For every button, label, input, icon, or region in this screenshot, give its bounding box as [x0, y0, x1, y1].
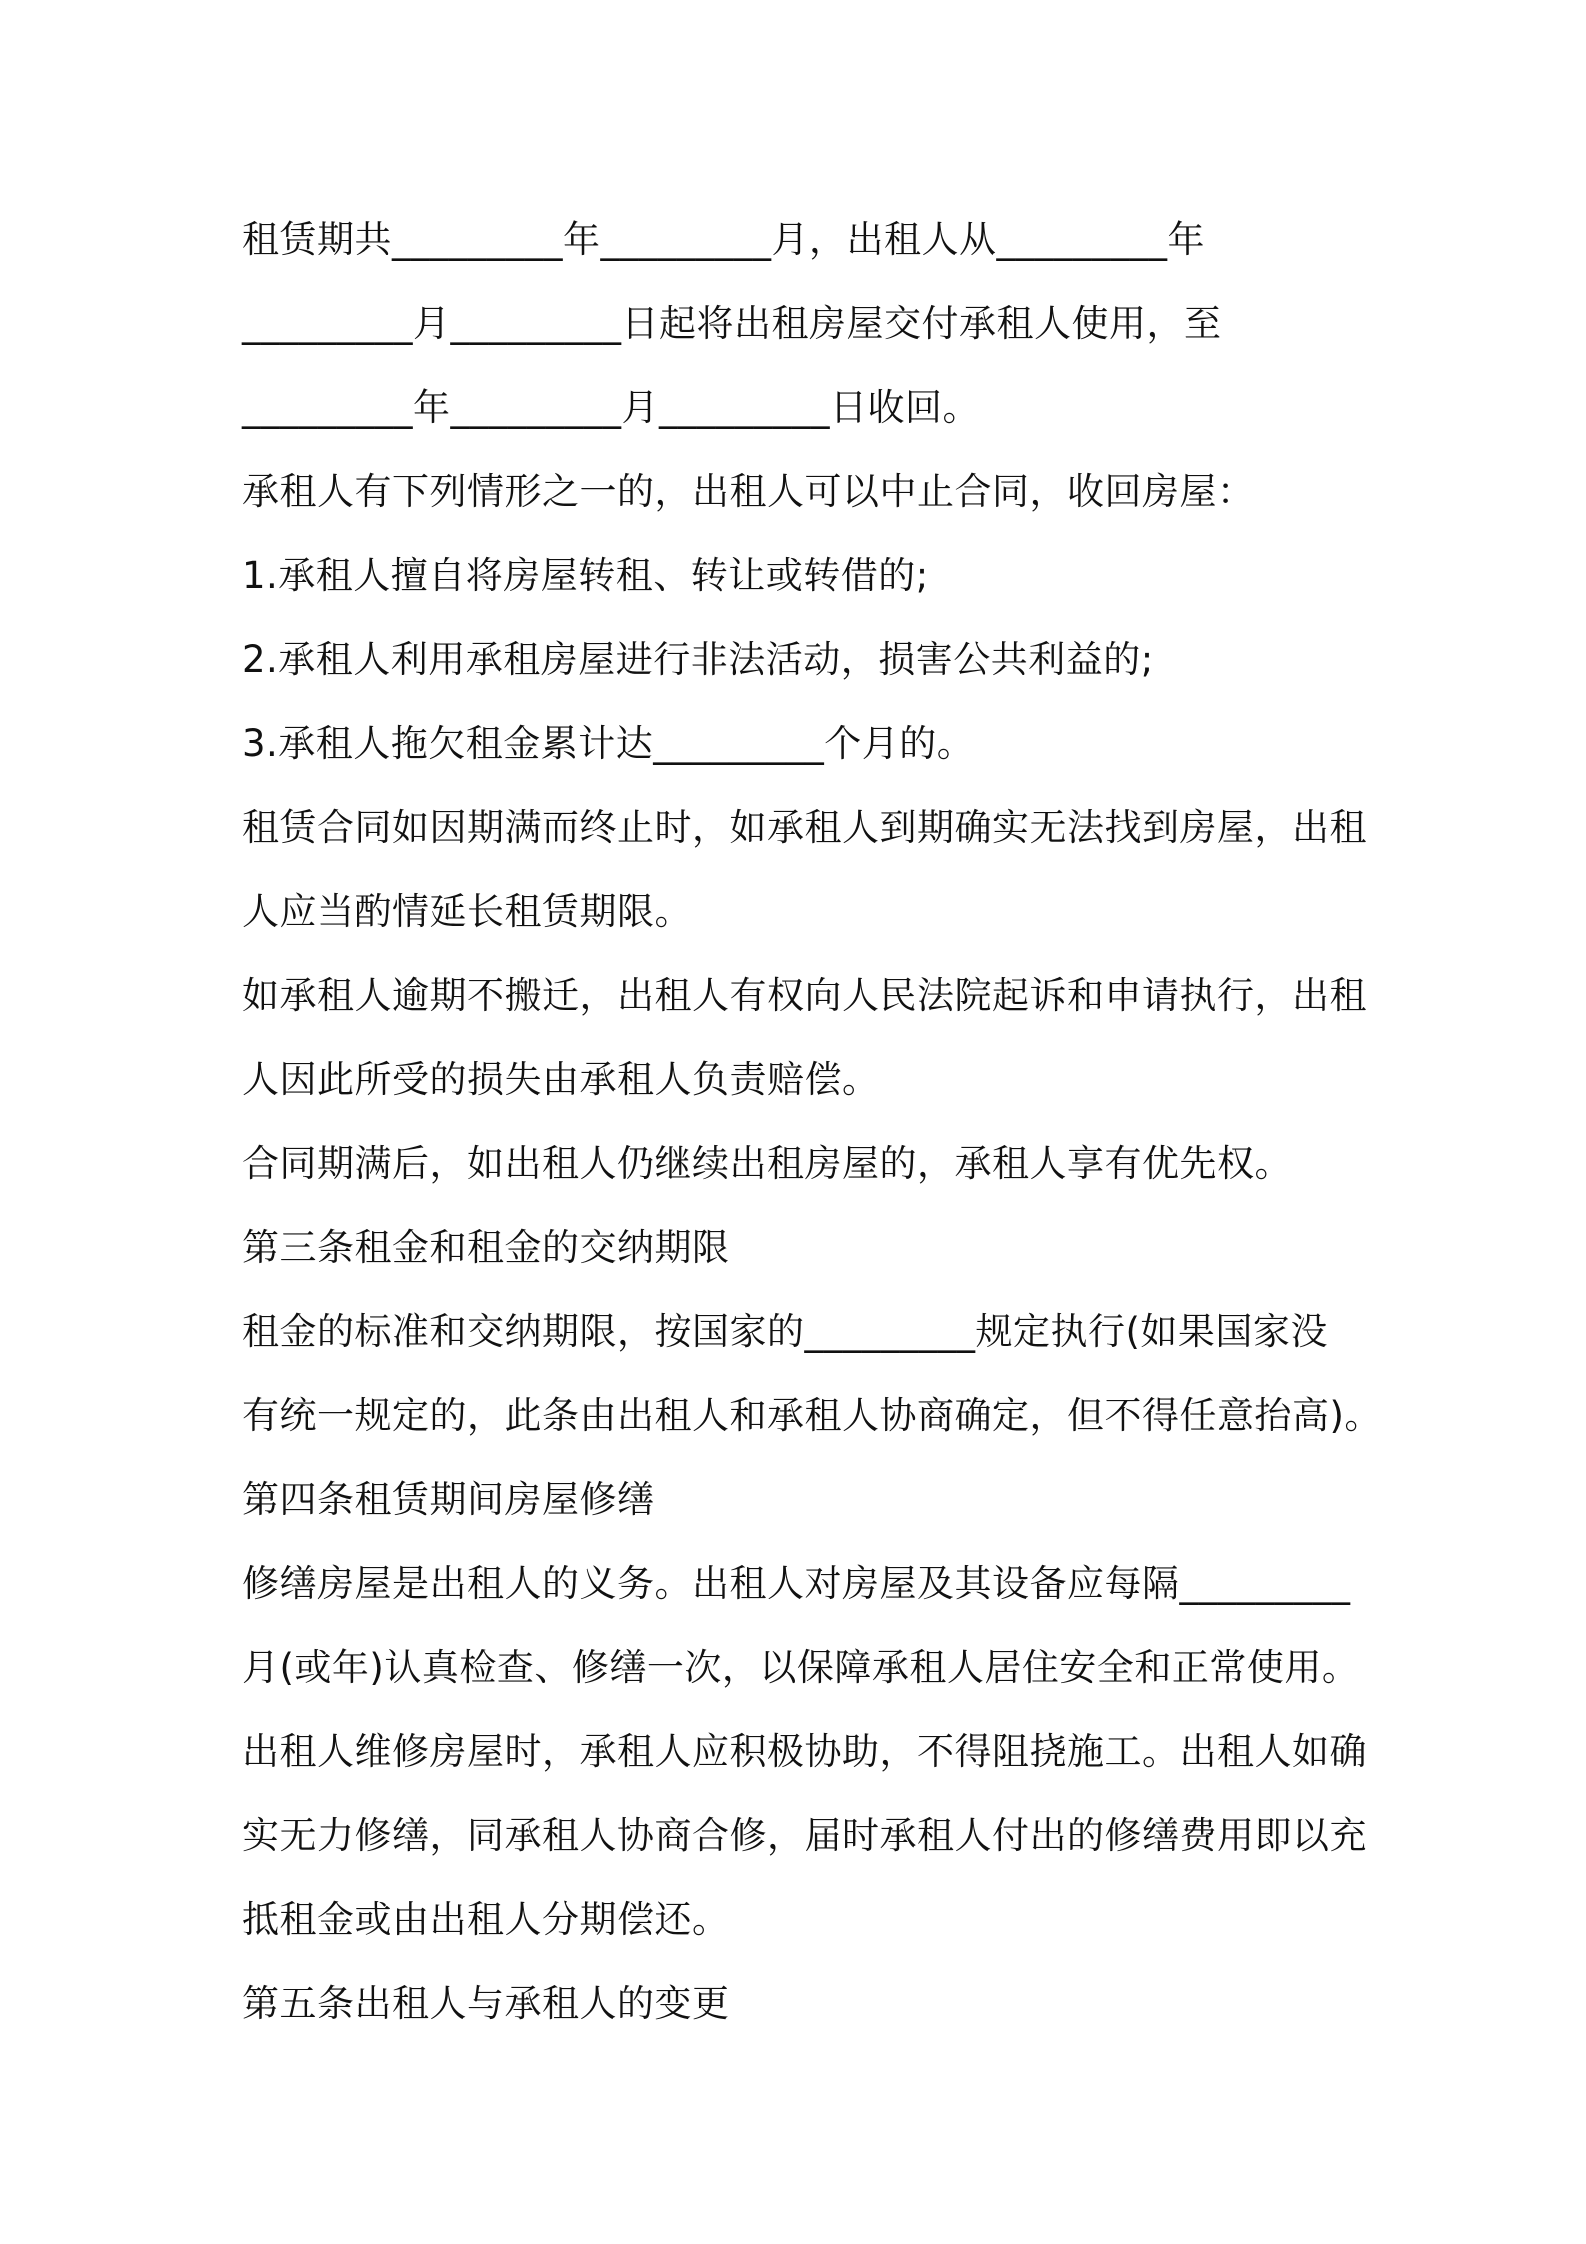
text-line: 修缮房屋是出租人的义务。出租人对房屋及其设备应每隔_________: [242, 1562, 1351, 1605]
text-line: 抵租金或由出租人分期偿还。: [242, 1898, 730, 1941]
text-line: 租赁期共_________年_________月，出租人从_________年: [242, 218, 1205, 261]
text-line: 3.承租人拖欠租金累计达_________个月的。: [242, 722, 975, 765]
text-line: 承租人有下列情形之一的，出租人可以中止合同，收回房屋：: [242, 470, 1255, 513]
text-line: 租赁合同如因期满而终止时，如承租人到期确实无法找到房屋，出租: [242, 806, 1367, 849]
text-line: 月(或年)认真检查、修缮一次，以保障承租人居住安全和正常使用。: [242, 1646, 1360, 1689]
text-line: _________年_________月_________日收回。: [242, 386, 980, 429]
text-line: 实无力修缮，同承租人协商合修，届时承租人付出的修缮费用即以充: [242, 1814, 1367, 1857]
text-line: 出租人维修房屋时，承租人应积极协助，不得阻挠施工。出租人如确: [242, 1730, 1367, 1773]
text-line: 租金的标准和交纳期限，按国家的_________规定执行(如果国家没: [242, 1310, 1328, 1353]
section-heading: 第三条租金和租金的交纳期限: [242, 1226, 730, 1269]
text-line: 合同期满后，如出租人仍继续出租房屋的，承租人享有优先权。: [242, 1142, 1292, 1185]
text-line: 人因此所受的损失由承租人负责赔偿。: [242, 1058, 880, 1101]
text-line: 2.承租人利用承租房屋进行非法活动，损害公共利益的;: [242, 638, 1154, 681]
text-line: _________月_________日起将出租房屋交付承租人使用，至: [242, 302, 1222, 345]
text-line: 1.承租人擅自将房屋转租、转让或转借的;: [242, 554, 929, 597]
text-line: 人应当酌情延长租赁期限。: [242, 890, 692, 933]
text-line: 如承租人逾期不搬迁，出租人有权向人民法院起诉和申请执行，出租: [242, 974, 1367, 1017]
section-heading: 第四条租赁期间房屋修缮: [242, 1478, 655, 1521]
text-line: 有统一规定的，此条由出租人和承租人协商确定，但不得任意抬高)。: [242, 1394, 1382, 1437]
contract-text-body: [242, 198, 1382, 2046]
section-heading: 第五条出租人与承租人的变更: [242, 1982, 730, 2025]
